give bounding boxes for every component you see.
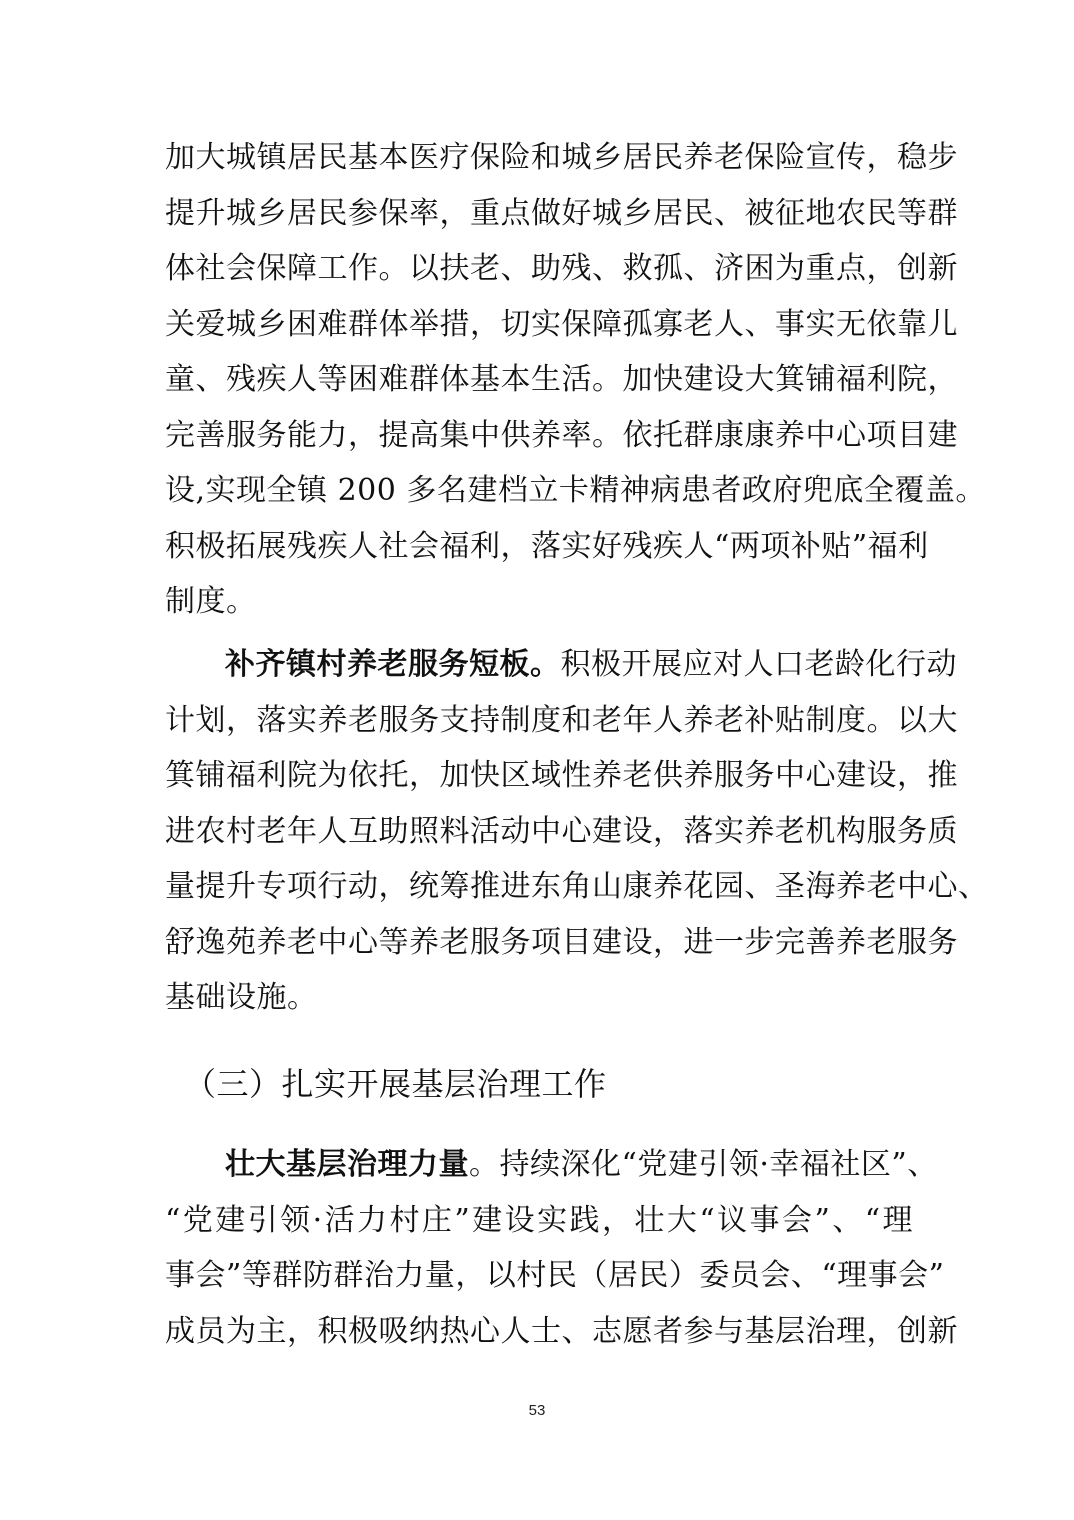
text-line: “党建引领·活力村庄”建设实践，壮大“议事会”、“理: [165, 1202, 913, 1238]
section-heading: （三）扎实开展基层治理工作: [184, 1065, 607, 1103]
text-line: 童、残疾人等困难群体基本生活。加快建设大箕铺福利院，: [165, 362, 958, 397]
paragraph-lead-line: [165, 1137, 938, 1193]
text-line: 成员为主，积极吸纳热心人士、志愿者参与基层治理，创新: [165, 1313, 958, 1349]
text-line: 关爱城乡困难群体举措，切实保障孤寡老人、事实无依靠儿: [165, 306, 958, 342]
paragraph-lead-text: 积极开展应对人口老龄化行动: [560, 647, 957, 682]
paragraph-lead-line: [165, 637, 957, 693]
text-line: 完善服务能力，提高集中供养率。依托群康康养中心项目建: [165, 417, 958, 453]
text-line: 提升城乡居民参保率，重点做好城乡居民、被征地农民等群: [165, 195, 958, 231]
text-line: 积极拓展残疾人社会福利，落实好残疾人“两项补贴”福利: [165, 528, 929, 564]
paragraph-social-security: [165, 130, 986, 630]
paragraph-lead-title: 补齐镇村养老服务短板。: [225, 647, 561, 682]
paragraph-grassroots-governance: [165, 1137, 958, 1359]
text-line: 量提升专项行动，统筹推进东角山康养花园、圣海养老中心、: [165, 869, 989, 904]
text-line: 进农村老年人互助照料活动中心建设，落实养老机构服务质: [165, 813, 958, 849]
text-line: 设,实现全镇 200 多名建档立卡精神病患者政府兜底全覆盖。: [165, 473, 986, 508]
text-line: 加大城镇居民基本医疗保险和城乡居民养老保险宣传，稳步: [165, 140, 958, 175]
paragraph-elderly-services: [165, 637, 989, 1026]
text-line: 基础设施。: [165, 980, 318, 1015]
paragraph-lead-text: 。持续深化“党建引领·幸福社区”、: [469, 1147, 938, 1182]
text-line: 制度。: [165, 584, 257, 619]
text-line: 舒逸苑养老中心等养老服务项目建设，进一步完善养老服务: [165, 924, 958, 960]
paragraph-lead-title: 壮大基层治理力量: [225, 1147, 469, 1182]
text-line: 箕铺福利院为依托，加快区域性养老供养服务中心建设，推: [165, 758, 958, 793]
page-number: 53: [528, 1402, 546, 1419]
text-line: 计划，落实养老服务支持制度和老年人养老补贴制度。以大: [165, 702, 958, 738]
text-line: 事会”等群防群治力量，以村民（居民）委员会、“理事会”: [165, 1258, 945, 1293]
text-line: 体社会保障工作。以扶老、助残、救孤、济困为重点，创新: [165, 251, 958, 286]
